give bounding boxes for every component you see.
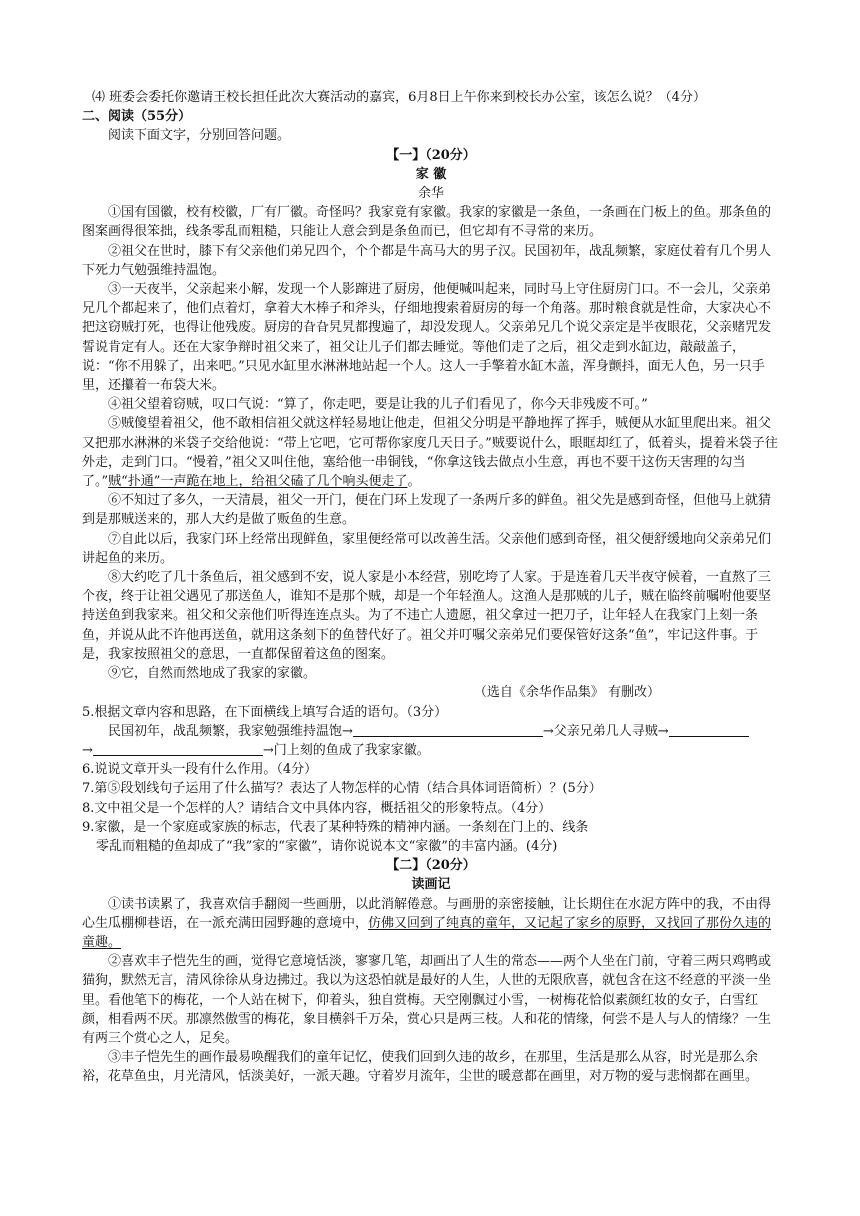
article2-underlined-sentence: 仿佛又回到了纯真的童年，又记起了家乡的原野，又找回了那份久违的童趣。 [82,915,772,950]
article1-paragraph-2: ②祖父在世时，膝下有父亲他们弟兄四个，个个都是牛高马大的男子汉。民国初年，战乱频繁，家庭仗着有几个男人下死力气勉强维持温饱。 [82,243,772,278]
q5-chain-mid: →父亲兄弟几人寻贼→ [542,723,669,739]
answer-blank-1[interactable] [353,723,543,737]
question-5: 5.根据文章内容和思路，在下面横线上填写合适的语句。（3分） [82,704,448,720]
question-9-line-1: 9.家徽，是一个家庭或家族的标志，代表了某种特殊的精神内涵。一条刻在门上的、线条 [82,819,589,835]
article1-paragraph-6: ⑥不知过了多久，一天清晨，祖父一开门，便在门环上发现了一条两斤多的鲜鱼。祖父先是感到奇怪，但他马上就猜到是那贼送来的，那人大约是做了贩鱼的生意。 [82,493,772,528]
article1-source: （选自《余华作品集》 有删改） [473,685,660,701]
part2-header: 【二】（20分） [386,858,476,874]
article1-paragraph-5 [82,414,780,491]
article1-paragraph-7: ⑦自此以后，我家门环上经常出现鲜鱼，家里便经常可以改善生活。父亲他们感到奇怪，祖父便舒缓地向父亲弟兄们讲起鱼的来历。 [82,531,772,566]
paragraph-5-end: 。 [407,474,421,490]
article1-paragraph-3: ③一天夜半，父亲起来小解，发现一个人影蹿进了厨房，他便喊叫起来，同时马上守住厨房门口。不一会儿，父亲弟兄几个都起来了，他们点着灯，拿着大木棒子和斧头，仔细地搜索着厨房的每一个角落。那时粮食就是性命，大家决心不把这窃贼打死，也得让他残废。厨房的旮旮旯旯都搜遍了，却没发现人。父亲弟兄几个说父亲定是半夜眼花，父亲赌咒发誓说肯定有人。还在大家争辩时祖父来了，祖父让儿子们都去睡觉。等他们走了之后，祖父走到水缸边，敲敲盖子，说：“你不用躲了，出来吧。”只见水缸里水淋淋地站起一个人。这人一手擎着水缸木盖，浑身颤抖，面无人色，另一只手里，还攥着一布袋大米。 [82,282,772,394]
part1-header: 【一】（20分） [386,147,476,163]
question-6: 6.说说文章开头一段有什么作用。（4分） [82,762,318,778]
article1-paragraph-1: ①国有国徽，校有校徽，厂有厂徽。奇怪吗？我家竟有家徽。我家的家徽是一条鱼，一条画在门板上的鱼。那条鱼的图案画得很笨拙，线条零乱而粗糙，只能让人意会到是条鱼而已，但它却有不寻常的来历。 [82,205,772,240]
q5-chain-arrow: → [82,742,93,758]
article2-p1-text: ①读书读累了，我喜欢信手翻阅一些画册，以此消解倦意。与画册的亲密接触，让长期住在水泥方阵中的我，不由得心生瓜棚柳巷语，在一派充满田园野趣的意境中， [82,896,772,931]
article2-title: 读画记 [411,877,451,893]
q5-chain-start: 民国初年，战乱频繁，我家勉强维持温饱→ [108,723,353,739]
question-9-line-2: 零乱而粗糙的鱼却成了“我”家的“家徽”，请你说说本文“家徽”的丰富内涵。(4分) [96,838,558,854]
question-5-blank-line-1 [82,722,780,741]
article2-paragraph-3: ③丰子恺先生的画作最易唤醒我们的童年记忆，使我们回到久违的故乡，在那里，生活是那么从容，时光是那么余裕，花草鱼虫，月光清风，恬淡美好，一派天趣。守着岁月流年，尘世的暖意都在画里，对万物的爱与悲悯都在画里。 [82,1050,759,1085]
article1-paragraph-4: ④祖父望着窃贼，叹口气说：“算了，你走吧，要是让我的儿子们看见了，你今天非残废不可。” [108,397,648,413]
article1-paragraph-8: ⑧大约吃了几十条鱼后，祖父感到不安，说人家是小本经营，别吃垮了人家。于是连着几天半夜守候着，一直熬了三个夜，终于让祖父遇见了那送鱼人，谁知不是那个贼，却是一个年轻渔人。这渔人是那贼的儿子，贼在临终前嘱咐他要坚持送鱼到我家来。祖父和父亲他们听得连连点头。为了不违亡人遗愿，祖父拿过一把刀子，让年轻人在我家门上刻一条鱼，并说从此不许他再送鱼，就用这条刻下的鱼替代好了。祖父并叮嘱父亲弟兄们要保管好这条“鱼”，牢记这件事。于是，我家按照祖父的意思，一直都保留着这鱼的图案。 [82,570,772,662]
question-4-speaking: ⑷ 班委会委托你邀请王校长担任此次大赛活动的嘉宾，6月8日上午你来到校长办公室，该怎么说？（4分） [92,90,706,105]
article1-title: 家 徽 [415,166,447,182]
article1-author: 余华 [417,186,444,202]
reading-instruction: 阅读下面文字，分别回答问题。 [108,128,291,144]
answer-blank-3[interactable] [93,742,263,756]
paragraph-5-text: ⑤贼傻望着祖父，他不敢相信祖父就这样轻易地让他走，但祖父分明是平静地挥了挥手，贼便从水缸里爬出来。祖父又把那水淋淋的米袋子交给他说：“带上它吧，它可帮你家度几天日子。”贼要说什么，眼眶却红了，低着头，提着米袋子往外走，走到门口。“慢着，”祖父又叫住他，塞给他一串铜钱，“你拿这钱去做点小生意，再也不要干这伤天害理的勾当了。” [82,416,778,490]
article2-paragraph-2: ②喜欢丰子恺先生的画，觉得它意境恬淡，寥寥几笔，却画出了人生的常态——两个人坐在门前，守着三两只鸡鸭或猫狗，默然无言，清风徐徐从身边拂过。我以为这恐怕就是最好的人生，人世的无限欣喜，就包含在这不经意的平淡一坐里。看他笔下的梅花，一个人站在树下，仰着头，独自赏梅。天空刚飘过小雪，一树梅花恰似素颜红妆的女子，白雪红颜，相看两不厌。那凛然傲雪的梅花，象目横斜千万朵，赏心只是两三枝。人和花的情缘，何尝不是人与人的情缘？一生有两三个赏心之人，足矣。 [82,954,772,1046]
article2-paragraph-1 [82,895,780,953]
question-8: 8.文中祖父是一个怎样的人？请结合文中具体内容，概括祖父的形象特点。（4分） [82,800,552,816]
article1-paragraph-9: ⑨它，自然而然地成了我家的家徽。 [108,666,317,682]
answer-blank-2[interactable] [669,723,749,737]
question-5-blank-line-2 [82,741,780,760]
question-7: 7.第⑤段划线句子运用了什么描写？表达了人物怎样的心情（结合具体词语简析）？(5分） [82,781,602,797]
section-reading-heading: 二、阅读（55分） [82,109,192,125]
q5-chain-end: →门上刻的鱼成了我家家徽。 [262,742,430,758]
underlined-sentence: 贼“扑通”一声跪在地上，给祖父磕了几个响头便走了 [108,474,408,490]
